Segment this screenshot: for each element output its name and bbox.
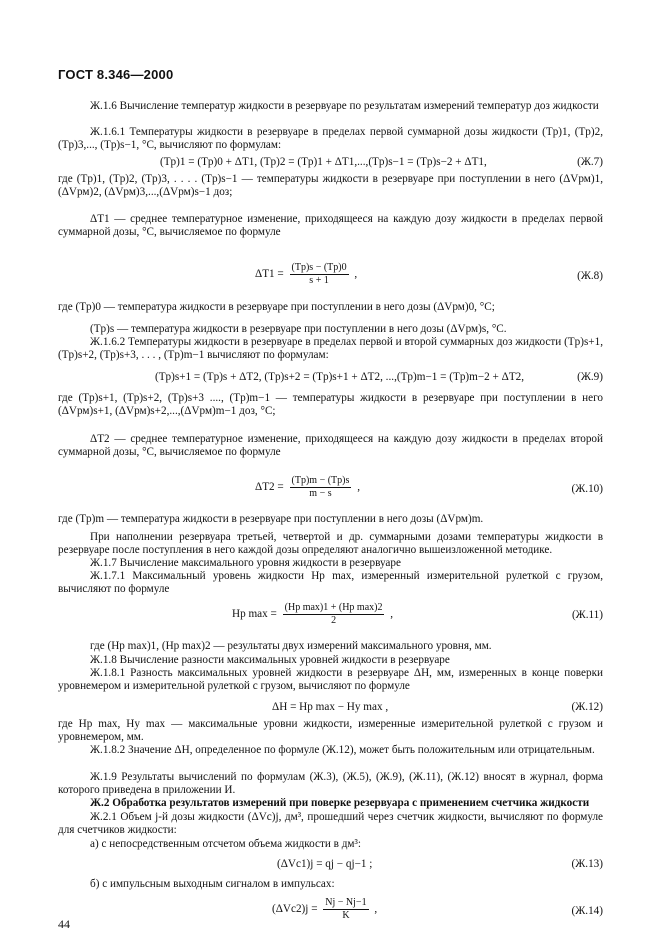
formula-zh-10-numerator: (Tр)m − (Tр)s [291,475,350,486]
formula-zh-14-left: (ΔVс2)j = [272,903,318,916]
formula-zh-14-denominator: K [342,910,350,921]
paragraph-zh-1-8-1: Ж.1.8.1 Разность максимальных уровней жидкости в резервуаре ΔH, мм, измеренных в конце поверки уровнемером и измерительной рулеткой с грузом, вычисляют по формуле [58,667,603,692]
formula-zh-7: (Tр)1 = (Tр)0 + ΔT1, (Tр)2 = (Tр)1 + ΔT1,...,(Tр)s−1 = (Tр)s−2 + ΔT1, [160,156,487,168]
formula-zh-10-fraction [290,475,352,500]
paragraph-zh-1-8-2: Ж.1.8.2 Значение ΔH, определенное по формуле (Ж.12), может быть положительным или отрицательным. [90,744,595,756]
paragraph-where-tm: где (Tр)m — температура жидкости в резервуаре при поступлении в него дозы (ΔVрм)m. [58,513,484,525]
paragraph-delta-t2: ΔT2 — среднее температурное изменение, приходящееся на каждую дозу жидкости в пределах второй суммарной дозы, °С, вычисляемое по формуле [58,433,603,458]
section-zh-1-7-heading: Ж.1.7 Вычисление максимального уровня жидкости в резервуаре [90,557,401,569]
formula-zh-9: (Tр)s+1 = (Tр)s + ΔT2, (Tр)s+2 = (Tр)s+1 + ΔT2, ...,(Tр)m−1 = (Tр)m−2 + ΔT2, [155,371,525,383]
item-a: а) с непосредственным отсчетом объема жидкости в дм³: [90,838,361,850]
formula-zh-11 [232,602,393,627]
paragraph-zh-1-6-1: Ж.1.6.1 Температуры жидкости в резервуаре в пределах первой суммарной дозы жидкости (Tр)1, (Tр)2, (Tр)3,..., (Tр)s−1, °С, вычисляют по формулам: [58,126,603,151]
paragraph-zh-1-7-1: Ж.1.7.1 Максимальный уровень жидкости Hр max, измеренный измерительной рулеткой с грузом, вычисляют по формуле [58,570,603,595]
formula-zh-14-fraction [323,897,368,922]
formula-zh-8-denominator: s + 1 [309,275,329,286]
paragraph-zh-2-1: Ж.2.1 Объем j-й дозы жидкости (ΔVс)j, дм³, прошедший через счетчик жидкости, вычисляют по формуле для счетчиков жидкости: [58,811,603,836]
formula-zh-9-number: (Ж.9) [577,371,603,383]
formula-zh-10 [255,475,360,500]
paragraph-where-hmax: где (Hр max)1, (Hр max)2 — результаты двух измерений максимального уровня, мм. [90,640,492,652]
paragraph-where-ts1: где (Tр)s+1, (Tр)s+2, (Tр)s+3 ...., (Tр)m−1 — температуры жидкости в резервуаре при поступлении в него (ΔVрм)s+1, (ΔVрм)s+2,...,(ΔVрм)m−1 доз, °С; [58,392,603,417]
formula-zh-11-tail: , [390,608,394,621]
formula-zh-7-number: (Ж.7) [577,156,603,168]
paragraph-where-t1: где (Tр)1, (Tр)2, (Tр)3, . . . . (Tр)s−1 — температуры жидкости в резервуаре при поступлении в него (ΔVрм)1, (ΔVрм)2, (ΔVрм)3,...,(ΔVрм)s−1 доз; [58,173,603,198]
formula-zh-8-left: ΔT1 = [255,268,284,281]
formula-zh-10-left: ΔT2 = [255,481,284,494]
section-zh-2-heading: Ж.2 Обработка результатов измерений при поверке резервуара с применением счетчика жидкости [90,797,590,809]
paragraph-where-hp-hy: где Hр max, Hу max — максимальные уровни жидкости, измеренные измерительной рулеткой с грузом и уровнемером, мм. [58,718,603,743]
paragraph-zh-1-9: Ж.1.9 Результаты вычислений по формулам (Ж.3), (Ж.5), (Ж.9), (Ж.11), (Ж.12) вносят в журнал, форма которого приведена в приложении И. [58,771,603,796]
formula-zh-8-number: (Ж.8) [577,270,603,282]
formula-zh-13-number: (Ж.13) [571,858,603,870]
formula-zh-14-tail: , [374,903,378,916]
paragraph-delta-t1: ΔT1 — среднее температурное изменение, приходящееся на каждую дозу жидкости в пределах первой суммарной дозы, °С, вычисляемое по формуле [58,213,603,238]
formula-zh-11-denominator: 2 [331,615,337,626]
formula-zh-11-fraction [283,602,385,627]
section-zh-1-8-heading: Ж.1.8 Вычисление разности максимальных уровней жидкости в резервуаре [90,654,450,666]
formula-zh-8 [255,262,357,287]
formula-zh-14-number: (Ж.14) [571,905,603,917]
paragraph-ts: (Tр)s — температура жидкости в резервуаре при поступлении в него дозы (ΔVрм)s, °С. [90,323,507,335]
formula-zh-11-numerator: (Hр max)1 + (Hр max)2 [284,602,383,613]
formula-zh-14 [272,897,377,922]
formula-zh-12: ΔH = Hр max − Hу max , [272,701,389,713]
document-header: ГОСТ 8.346—2000 [58,67,174,82]
formula-zh-11-number: (Ж.11) [571,609,603,621]
paragraph-where-t0: где (Tр)0 — температура жидкости в резервуаре при поступлении в него дозы (ΔVрм)0, °С; [58,301,495,313]
formula-zh-8-tail: , [354,268,358,281]
formula-zh-11-left: Hр max = [232,608,277,621]
paragraph-zh-1-6-2: Ж.1.6.2 Температуры жидкости в резервуаре в пределах первой и второй суммарных доз жидкости (Tр)s+1, (Tр)s+2, (Tр)s+3, . . . , (Tр)m−1 вычисляют по формулам: [58,336,603,361]
formula-zh-10-denominator: m − s [309,488,332,499]
page-number: 44 [58,917,70,931]
formula-zh-13: (ΔVс1)j = qj − qj−1 ; [277,858,373,870]
item-b: б) с импульсным выходным сигналом в импульсах: [90,878,335,890]
formula-zh-14-numerator: Nj − Nj−1 [325,897,367,908]
formula-zh-8-numerator: (Tр)s − (Tр)0 [291,262,347,273]
formula-zh-8-fraction [290,262,349,287]
formula-zh-12-number: (Ж.12) [571,701,603,713]
formula-zh-10-tail: , [357,481,360,494]
formula-zh-10-number: (Ж.10) [571,483,603,495]
paragraph-next-doses: При наполнении резервуара третьей, четвертой и др. суммарными дозами температуры жидкости в резервуаре после поступления в него каждой дозы определяют аналогично вышеизложенной методике. [58,531,603,556]
section-zh-1-6-heading: Ж.1.6 Вычисление температур жидкости в резервуаре по результатам измерений температур доз жидкости [90,100,599,112]
